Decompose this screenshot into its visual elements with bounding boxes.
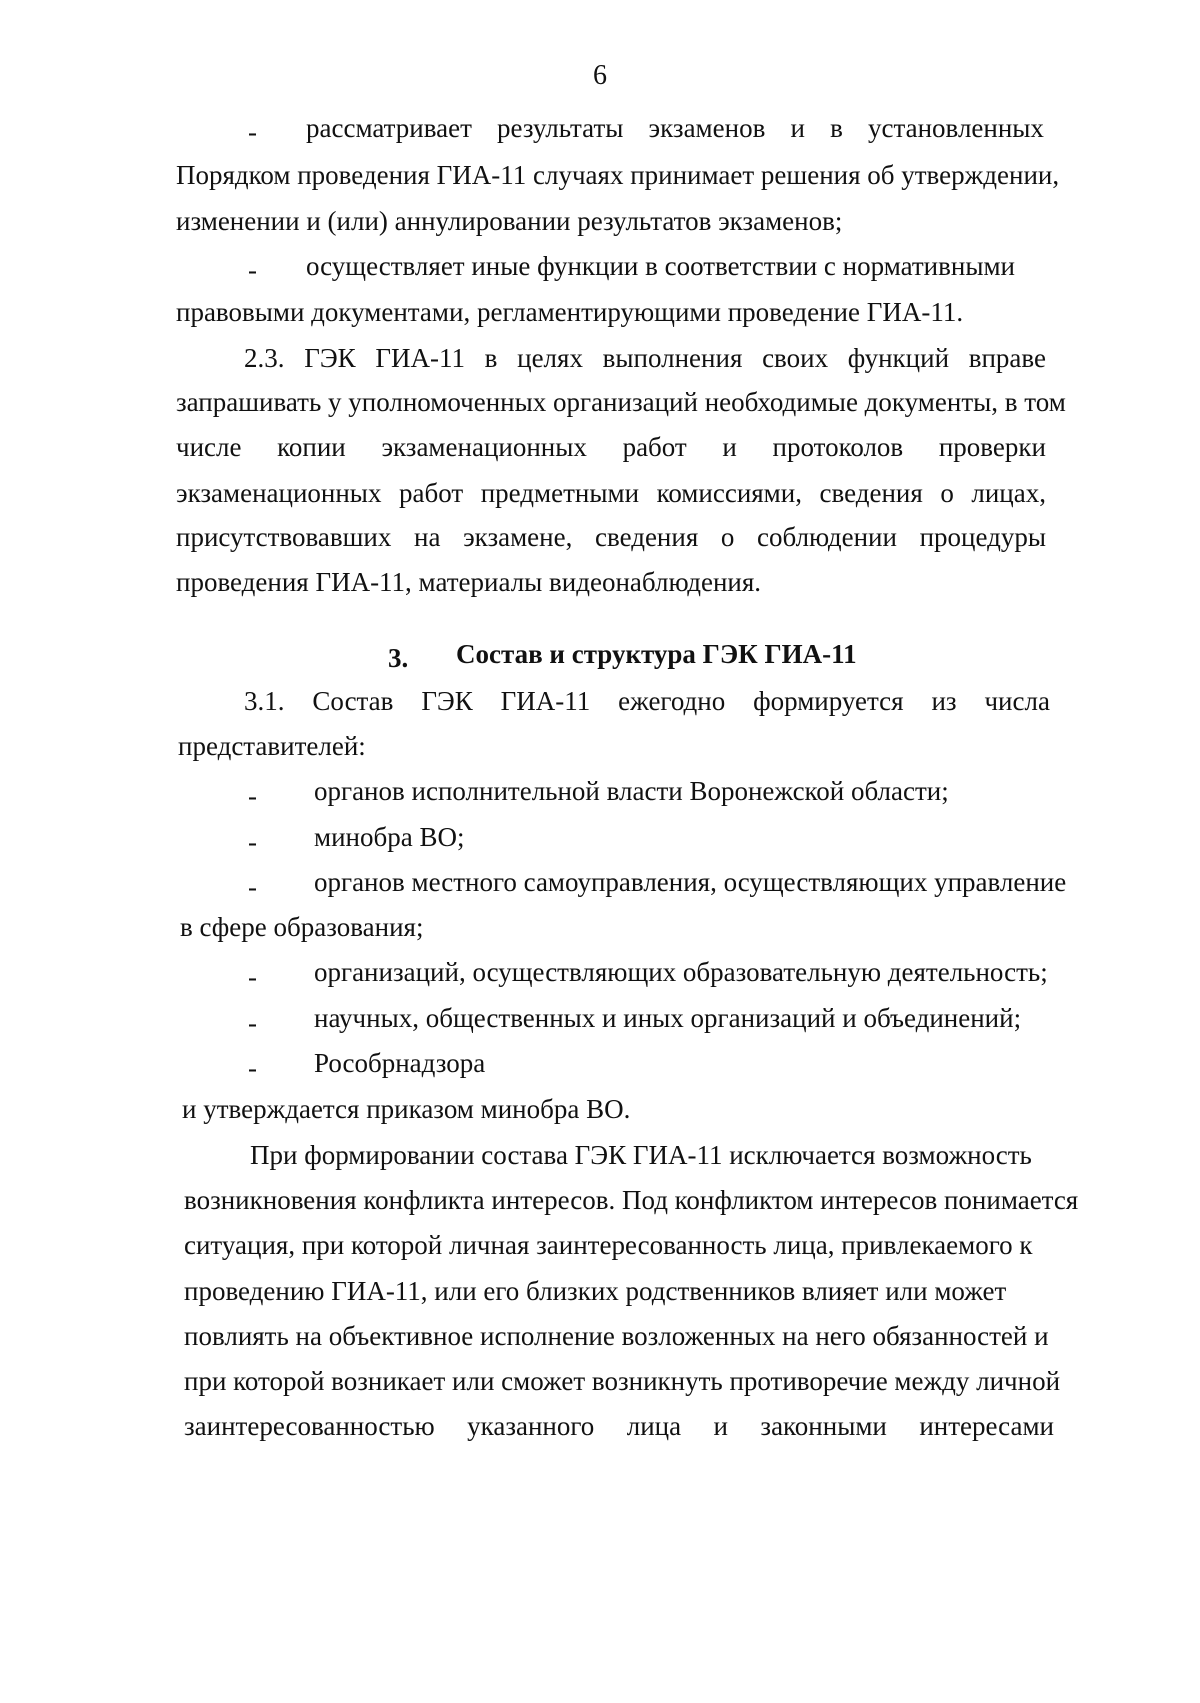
word: лица [626,1411,682,1441]
para-2-3-line-5 [176,519,1046,555]
word: на [414,522,441,552]
word: целях [517,343,583,373]
para-3-1-line-1 [244,683,1050,719]
section-3-number: 3. [388,643,409,673]
word: сведения [819,478,923,508]
para-conflict-line-2: возникновения конфликта интересов. Под конфликтом интересов понимается [184,1185,1079,1215]
item-review-line-1 [306,110,1044,146]
word: процедуры [919,522,1046,552]
word: протоколов [772,432,904,462]
word: лицах, [971,478,1046,508]
word: и [790,113,805,143]
page-number: 6 [593,60,607,91]
word: заинтересованностью [184,1411,435,1441]
word: выполнения [602,343,743,373]
word: интересами [919,1411,1054,1441]
para-2-3-line-3 [176,429,1046,465]
word: сведения [595,522,699,552]
list-item-dash: - [248,1008,257,1038]
word: функций [847,343,950,373]
para-2-3-line-6: проведения ГИА-11, материалы видеонаблюдения. [176,567,762,597]
para-3-1-line-2: представителей: [178,731,366,761]
word: 3.1. [244,686,285,716]
para-conflict-line-1: При формировании состава ГЭК ГИА-11 исключается возможность [250,1140,1032,1170]
para-conflict-line-3: ситуация, при которой личная заинтересованность лица, привлекаемого к [184,1230,1033,1260]
word: законными [760,1411,887,1441]
word: числа [984,686,1050,716]
word: работ [399,478,464,508]
word: своих [762,343,829,373]
word: рассматривает [306,113,472,143]
word: и [722,432,737,462]
word: установленных [868,113,1044,143]
item-other-line-2: правовыми документами, регламентирующими проведение ГИА-11. [176,297,964,327]
word: 2.3. [244,343,285,373]
list-item: Рособрнадзора [314,1048,486,1078]
list-item-continuation: в сфере образования; [180,912,424,942]
word: числе [176,432,242,462]
list-item-dash: - [248,827,257,857]
para-conflict-line-4: проведению ГИА-11, или его близких родственников влияет или может [184,1276,1007,1306]
word: экзаменационных [176,478,382,508]
word: комиссиями, [656,478,802,508]
para-conflict-line-7 [184,1408,1054,1444]
word: о [720,522,735,552]
word: ГИА-11 [500,686,591,716]
list-item-dash: - [248,781,257,811]
list-item-dash: - [248,962,257,992]
word: экзамене, [463,522,573,552]
word: в [484,343,498,373]
word: ежегодно [618,686,726,716]
word: ГИА-11 [375,343,465,373]
list-item: органов местного самоуправления, осуществляющих управление [314,867,1067,897]
word: работ [622,432,687,462]
list-item: минобра ВО; [314,822,465,852]
para-conflict-line-5: повлиять на объективное исполнение возложенных на него обязанностей и [184,1321,1049,1351]
word: копии [277,432,346,462]
word: и [713,1411,728,1441]
para-conflict-line-6: при которой возникает или сможет возникнуть противоречие между личной [184,1366,1061,1396]
word: из [931,686,957,716]
word: экзаменов [648,113,766,143]
word: формируется [753,686,904,716]
section-3-title: Состав и структура ГЭК ГИА-11 [456,639,857,669]
para-2-3-line-2: запрашивать у уполномоченных организаций необходимые документы, в том [176,387,1066,417]
item-other-dash: - [248,255,257,285]
word: результаты [497,113,624,143]
word: о [940,478,954,508]
word: предметными [480,478,640,508]
list-item: научных, общественных и иных организаций и объединений; [314,1003,1022,1033]
word: в [830,113,843,143]
word: соблюдении [757,522,897,552]
word: ГЭК [304,343,356,373]
item-review-line-2: Порядком проведения ГИА-11 случаях принимает решения об утверждении, [176,160,1060,190]
word: экзаменационных [381,432,587,462]
item-review-dash: - [248,117,257,147]
para-2-3-line-4 [176,475,1046,511]
item-other-line-1: осуществляет иные функции в соответствии с нормативными [306,251,1016,281]
para-2-3-line-1 [244,340,1046,376]
word: присутствовавших [176,522,392,552]
word: проверки [938,432,1046,462]
word: указанного [467,1411,595,1441]
list-item-dash: - [248,1053,257,1083]
item-review-line-3: изменении и (или) аннулировании результатов экзаменов; [176,206,843,236]
approval-line: и утверждается приказом минобра ВО. [182,1094,631,1124]
list-item: органов исполнительной власти Воронежской области; [314,776,949,806]
word: вправе [968,343,1046,373]
list-item-dash: - [248,872,257,902]
list-item: организаций, осуществляющих образовательную деятельность; [314,957,1048,987]
word: ГЭК [421,686,473,716]
word: Состав [312,686,394,716]
